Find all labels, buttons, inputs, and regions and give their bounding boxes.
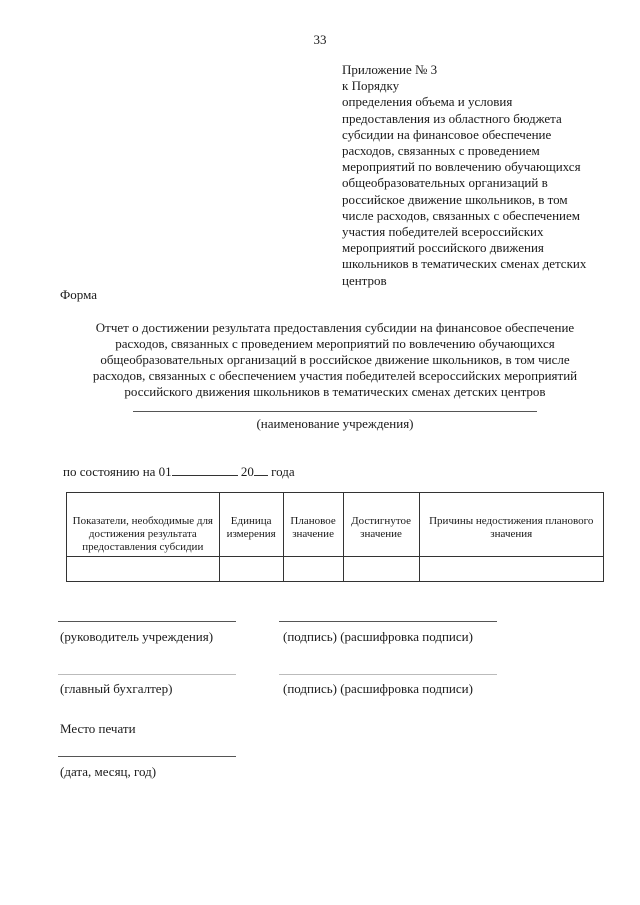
header-achieved: Достигнутое значение [343,493,419,557]
appendix-line: участия победителей всероссийских [342,224,544,240]
date-caption: (дата, месяц, год) [60,764,157,779]
cell-reasons[interactable] [419,557,604,582]
head-signature-line[interactable] [279,621,497,622]
as-of-suffix: года [271,464,295,479]
year-blank-field[interactable] [254,463,268,476]
accountant-name-line[interactable] [58,674,236,675]
title-line: общеобразовательных организаций в российское движение школьников, в том числе [100,352,570,367]
head-signature-caption: (подпись) (расшифровка подписи) [283,629,473,644]
appendix-line: российское движение школьников, в том [342,191,568,207]
appendix-line: Приложение № 3 [342,62,438,77]
seal-place-label: Место печати [60,721,136,736]
accountant-caption: (главный бухгалтер) [60,681,173,696]
appendix-line: мероприятий по вовлечению обучающихся [342,159,581,175]
title-line: расходов, связанных с обеспечением участия победителей всероссийских мероприятий [92,368,578,383]
header-indicators: Показатели, необходимые для достижения результата предоставления субсидии [67,493,220,557]
report-table [66,492,604,582]
title-line: расходов, связанных с проведением мероприятий по вовлечению обучающихся [115,336,555,351]
org-name-field[interactable] [133,411,537,412]
year-prefix: 20 [240,464,254,479]
appendix-line: числе расходов, связанных с обеспечением [342,207,580,223]
head-caption: (руководитель учреждения) [60,629,214,644]
appendix-block [342,62,632,289]
title-line: российского движения школьников в тематических сменах детских центров [124,384,546,399]
header-planned: Плановое значение [283,493,343,557]
appendix-line: определения объема и условия [342,94,513,110]
appendix-line: центров [342,272,387,288]
table-row [67,557,604,582]
report-title [50,320,620,400]
cell-indicators[interactable] [67,557,220,582]
appendix-line: к Порядку [342,78,400,94]
appendix-line: субсидии на финансовое обеспечение [342,126,552,142]
title-line: Отчет о достижении результата предоставления субсидии на финансовое обеспечение [95,320,575,335]
page-number: 33 [313,32,327,47]
appendix-line: мероприятий российского движения [342,240,544,256]
appendix-line: расходов, связанных с проведением [342,143,540,159]
appendix-line: предоставления из областного бюджета [342,110,562,126]
accountant-signature-caption: (подпись) (расшифровка подписи) [283,681,473,696]
date-line[interactable] [58,756,236,757]
cell-achieved[interactable] [343,557,419,582]
org-name-caption: (наименование учреждения) [256,416,414,431]
appendix-line: общеобразовательных организаций в [342,175,548,191]
as-of-prefix: по состоянию на 01 [63,464,172,479]
accountant-signature-line[interactable] [279,674,497,675]
cell-planned[interactable] [283,557,343,582]
appendix-line: школьников в тематических сменах детских [342,256,587,272]
table-header-row [67,493,604,557]
head-name-line[interactable] [58,621,236,622]
header-reasons: Причины недостижения планового значения [419,493,604,557]
cell-unit[interactable] [219,557,283,582]
as-of-date-row [63,463,295,480]
form-label: Форма [60,287,97,302]
header-unit: Единица измерения [219,493,283,557]
month-blank-field[interactable] [172,463,238,476]
